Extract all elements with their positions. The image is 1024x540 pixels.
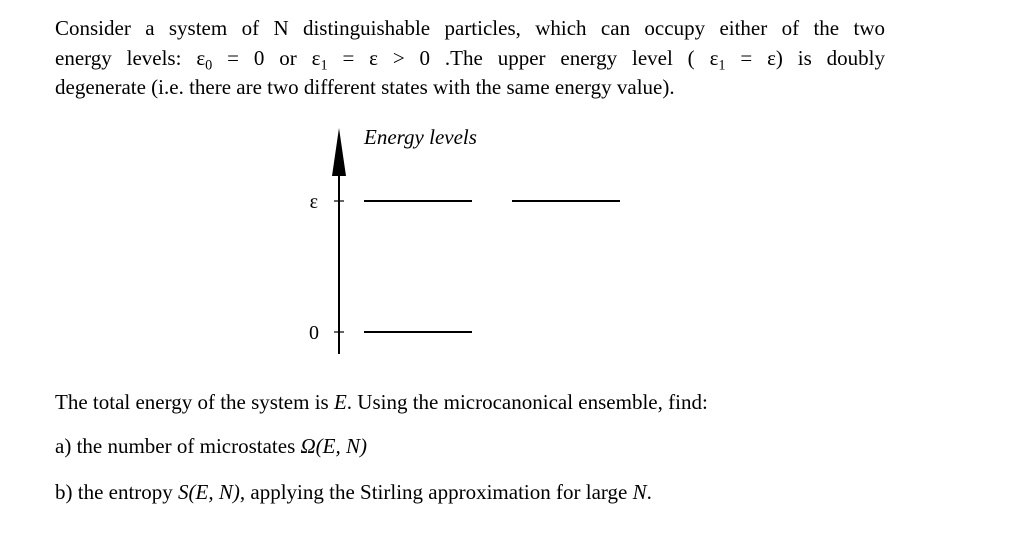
diagram-title: Energy levels (364, 125, 477, 149)
question-b-text-a: b) the entropy (55, 480, 179, 504)
lower-level-label: 0 (309, 322, 319, 344)
subscript-zero: 0 (205, 56, 213, 73)
intro-line-3: degenerate (i.e. there are two different states with the same energy value). (55, 75, 675, 99)
energy-symbol: E (333, 390, 347, 414)
question-b-text-c: . (646, 480, 652, 504)
intro-line-2-text-a: energy levels: (55, 45, 197, 70)
subscript-one: 1 (718, 56, 726, 73)
question-b (55, 480, 652, 505)
microstates-expression: Ω(E, N) (300, 434, 368, 458)
n-symbol: N (632, 480, 647, 504)
question-lead-text-a: The total energy of the system is (55, 390, 334, 414)
intro-line-2-text-c: = ε > 0 .The upper energy level ( (327, 45, 710, 70)
question-a-text: a) the number of microstates (55, 434, 301, 458)
intro-line-1: Consider a system of N distinguishable particles, which can occupy either of the two (55, 16, 885, 40)
question-a (55, 434, 367, 459)
question-lead (55, 390, 708, 415)
question-lead-text-b: . Using the microcanonical ensemble, find: (346, 390, 708, 414)
epsilon-symbol: ε (196, 45, 206, 70)
entropy-expression: S(E, N) (178, 480, 240, 504)
question-b-text-b: , applying the Stirling approximation for large (239, 480, 633, 504)
epsilon-symbol: ε (709, 45, 719, 70)
subscript-one: 1 (320, 56, 328, 73)
upper-level-label: ε (309, 191, 318, 213)
axis-arrow-head (332, 128, 346, 176)
intro-line-2-text-d: = ε) is doubly (725, 45, 886, 70)
intro-line-2-text-b: = 0 or (212, 45, 312, 70)
epsilon-symbol: ε (311, 45, 321, 70)
